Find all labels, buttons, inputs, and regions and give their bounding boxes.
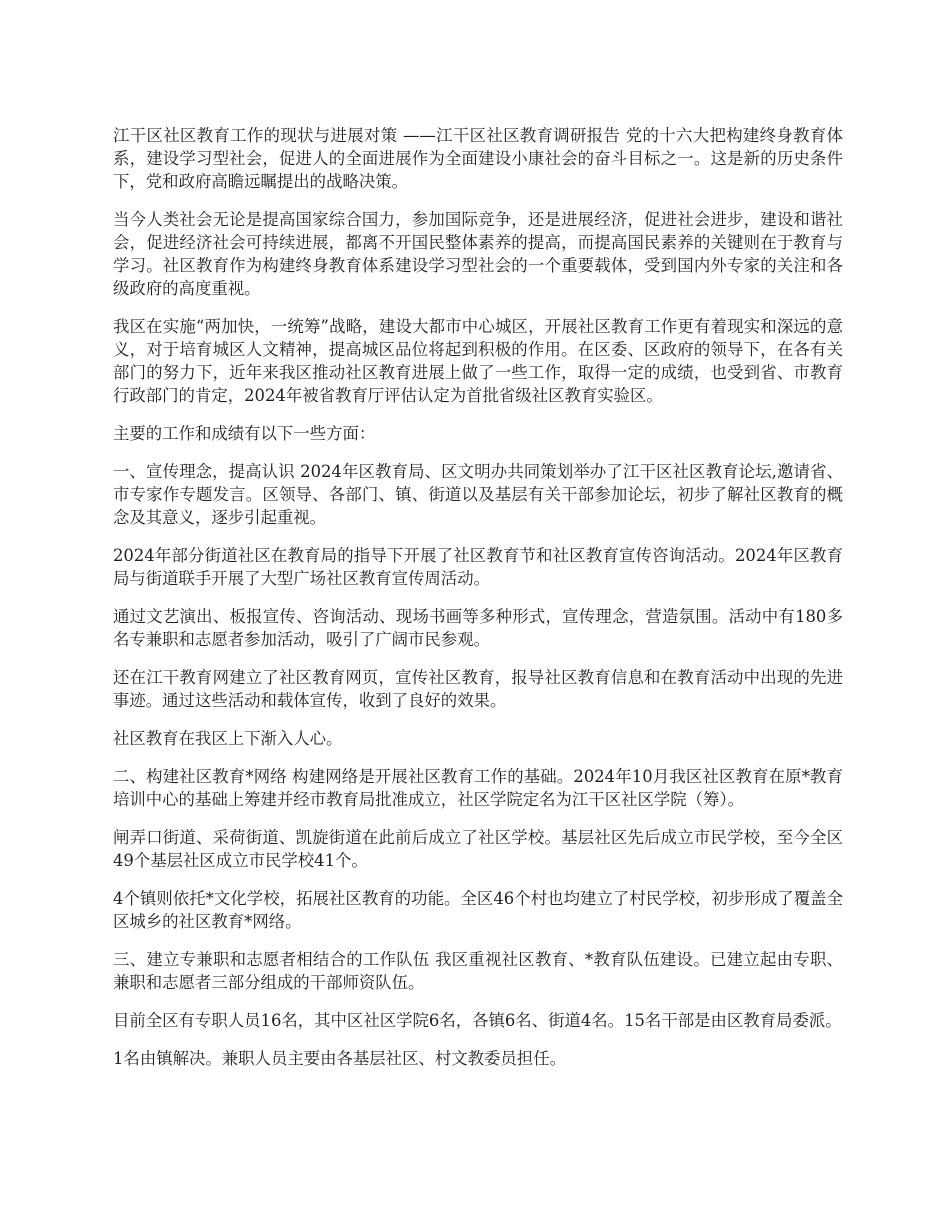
paragraph-street-activities: 2024年部分街道社区在教育局的指导下开展了社区教育节和社区教育宣传咨询活动。2024年区教育局与街道联手开展了大型广场社区教育宣传周活动。 xyxy=(113,546,843,588)
document-body xyxy=(113,124,843,1085)
paragraph-staff-count: 目前全区有专职人员16名，其中区社区学院6名，各镇6名、街道4名。15名干部是由区教育局委派。 xyxy=(113,1011,842,1030)
paragraph-background: 当今人类社会无论是提高国家综合国力，参加国际竞争，还是进展经济，促进社会进步，建设和谐社会，促进经济社会可持续进展，都离不开国民整体素养的提高，而提高国民素养的关键则在于教育与学习。社区教育作为构建终身教育体系建设学习型社会的一个重要载体，受到国内外专家的关注和各级政府的高度重视。 xyxy=(113,210,843,298)
paragraph-section-3: 三、建立专兼职和志愿者相结合的工作队伍 我区重视社区教育、*教育队伍建设。已建立起由专职、兼职和志愿者三部分组成的干部师资队伍。 xyxy=(113,950,843,992)
paragraph-part-time-staff: 1名由镇解决。兼职人员主要由各基层社区、村文教委员担任。 xyxy=(113,1049,566,1068)
paragraph-result: 社区教育在我区上下渐入人心。 xyxy=(113,729,343,748)
paragraph-summary-heading: 主要的工作和成绩有以下一些方面： xyxy=(113,424,376,443)
paragraph-publicity-forms: 通过文艺演出、板报宣传、咨询活动、现场书画等多种形式，宣传理念，营造氛围。活动中有180多名专兼职和志愿者参加活动，吸引了广阔市民参观。 xyxy=(113,607,843,649)
paragraph-village-schools: 4个镇则依托*文化学校，拓展社区教育的功能。全区46个村也均建立了村民学校，初步形成了覆盖全区城乡的社区教育*网络。 xyxy=(113,889,843,931)
paragraph-intro: 江干区社区教育工作的现状与进展对策 ——江干区社区教育调研报告 党的十六大把构建终身教育体系，建设学习型社会，促进人的全面进展作为全面建设小康社会的奋斗目标之一。这是新的历史条件下，党和政府高瞻远瞩提出的战略决策。 xyxy=(113,126,843,191)
paragraph-section-1: 一、宣传理念，提高认识 2024年区教育局、区文明办共同策划举办了江干区社区教育论坛,邀请省、市专家作专题发言。区领导、各部门、镇、街道以及基层有关干部参加论坛，初步了解社区教育的概念及其意义，逐步引起重视。 xyxy=(113,462,843,527)
paragraph-strategy: 我区在实施“两加快，一统筹”战略，建设大都市中心城区，开展社区教育工作更有着现实和深远的意义，对于培育城区人文精神，提高城区品位将起到积极的作用。在区委、区政府的领导下，在各有关部门的努力下，近年来我区推动社区教育进展上做了一些工作，取得一定的成绩，也受到省、市教育行政部门的肯定，2024年被省教育厅评估认定为首批省级社区教育实验区。 xyxy=(113,317,843,405)
paragraph-webpage: 还在江干教育网建立了社区教育网页，宣传社区教育，报导社区教育信息和在教育活动中出现的先进事迹。通过这些活动和载体宣传，收到了良好的效果。 xyxy=(113,668,843,710)
paragraph-section-2: 二、构建社区教育*网络 构建网络是开展社区教育工作的基础。2024年10月我区社区教育在原*教育培训中心的基础上筹建并经市教育局批准成立，社区学院定名为江干区社区学院（筹）。 xyxy=(113,767,843,809)
paragraph-community-schools: 闸弄口街道、采荷街道、凯旋街道在此前后成立了社区学校。基层社区先后成立市民学校，至今全区49个基层社区成立市民学校41个。 xyxy=(113,828,843,870)
